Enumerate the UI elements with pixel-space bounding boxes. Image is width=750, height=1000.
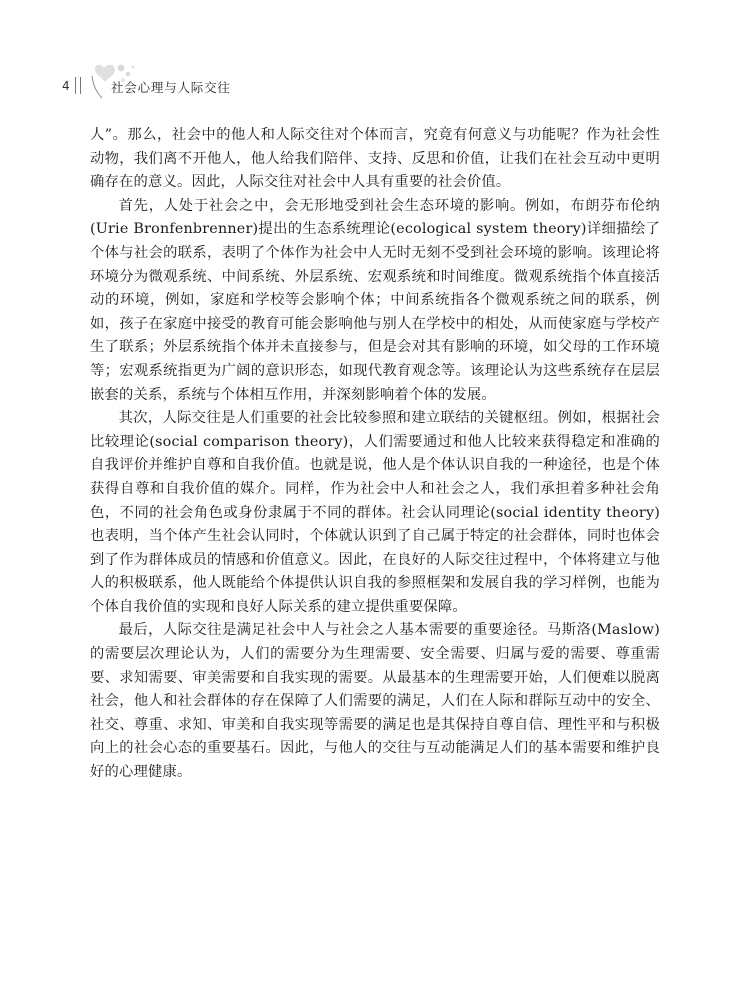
body-text — [90, 124, 660, 785]
page-header — [62, 58, 362, 98]
paragraph-social-comparison: 其次，人际交往是人们重要的社会比较参照和建立联结的关键枢纽。例如，根据社会比较理论(social comparison theory)，人们需要通过和他人比较来获得稳定和准确的自我评价并维护自尊和自我价值。也就是说，他人是个体认识自我的一种途径，也是个体获得自尊和自我价值的媒介。同样，作为社会中人和社会之人，我们承担着多种社会角色，不同的社会角色或身份隶属于不同的群体。社会认同理论(social identity theory)也表明，当个体产生社会认同时，个体就认识到了自己属于特定的社会群体，同时也体会到了作为群体成员的情感和价值意义。因此，在良好的人际交往过程中，个体将建立与他人的积极联系，他人既能给个体提供认识自我的参照框架和发展自我的学习样例，也能为个体自我价值的实现和良好人际关系的建立提供重要保障。 — [90, 410, 660, 615]
paragraph-maslow-needs: 最后，人际交往是满足社会中人与社会之人基本需要的重要途径。马斯洛(Maslow)的需要层次理论认为，人们的需要分为生理需要、安全需要、归属与爱的需要、尊重需要、求知需要、审美需要和自我实现的需要。从最基本的生理需要开始，人们便难以脱离社会，他人和社会群体的存在保障了人们需要的满足，人们在人际和群际互动中的安全、社交、尊重、求知、审美和自我实现等需要的满足也是其保持自尊自信、理性平和与积极向上的社会心态的重要基石。因此，与他人的交往与互动能满足人们的基本需要和维护良好的心理健康。 — [90, 622, 660, 781]
page-number: 4 — [62, 79, 70, 93]
book-title: 社会心理与人际交往 — [111, 80, 231, 95]
header-divider — [75, 77, 81, 94]
paragraph-continuation: 人”。那么，社会中的他人和人际交往对个体而言，究竟有何意义与功能呢？作为社会性动物，我们离不开他人，他人给我们陪伴、支持、反思和价值，让我们在社会互动中更明确存在的意义。因此，人际交往对社会中人具有重要的社会价值。 — [90, 127, 660, 191]
header-slash — [89, 74, 105, 100]
paragraph-ecological-system: 首先，人处于社会之中，会无形地受到社会生态环境的影响。例如，布朗芬布伦纳(Urie Bronfenbrenner)提出的生态系统理论(ecological system theory)详细描绘了个体与社会的联系，表明了个体作为社会中人无时无刻不受到社会环境的影响。该理论将环境分为微观系统、中间系统、外层系统、宏观系统和时间维度。微观系统指个体直接活动的环境，例如，家庭和学校等会影响个体；中间系统指各个微观系统之间的联系，例如，孩子在家庭中接受的教育可能会影响他与别人在学校中的相处，从而使家庭与学校产生了联系；外层系统指个体并未直接参与，但是会对其有影响的环境，如父母的工作环境等；宏观系统指更为广阔的意识形态，如现代教育观念等。该理论认为这些系统存在层层嵌套的关系，系统与个体相互作用，并深刻影响着个体的发展。 — [90, 197, 660, 403]
